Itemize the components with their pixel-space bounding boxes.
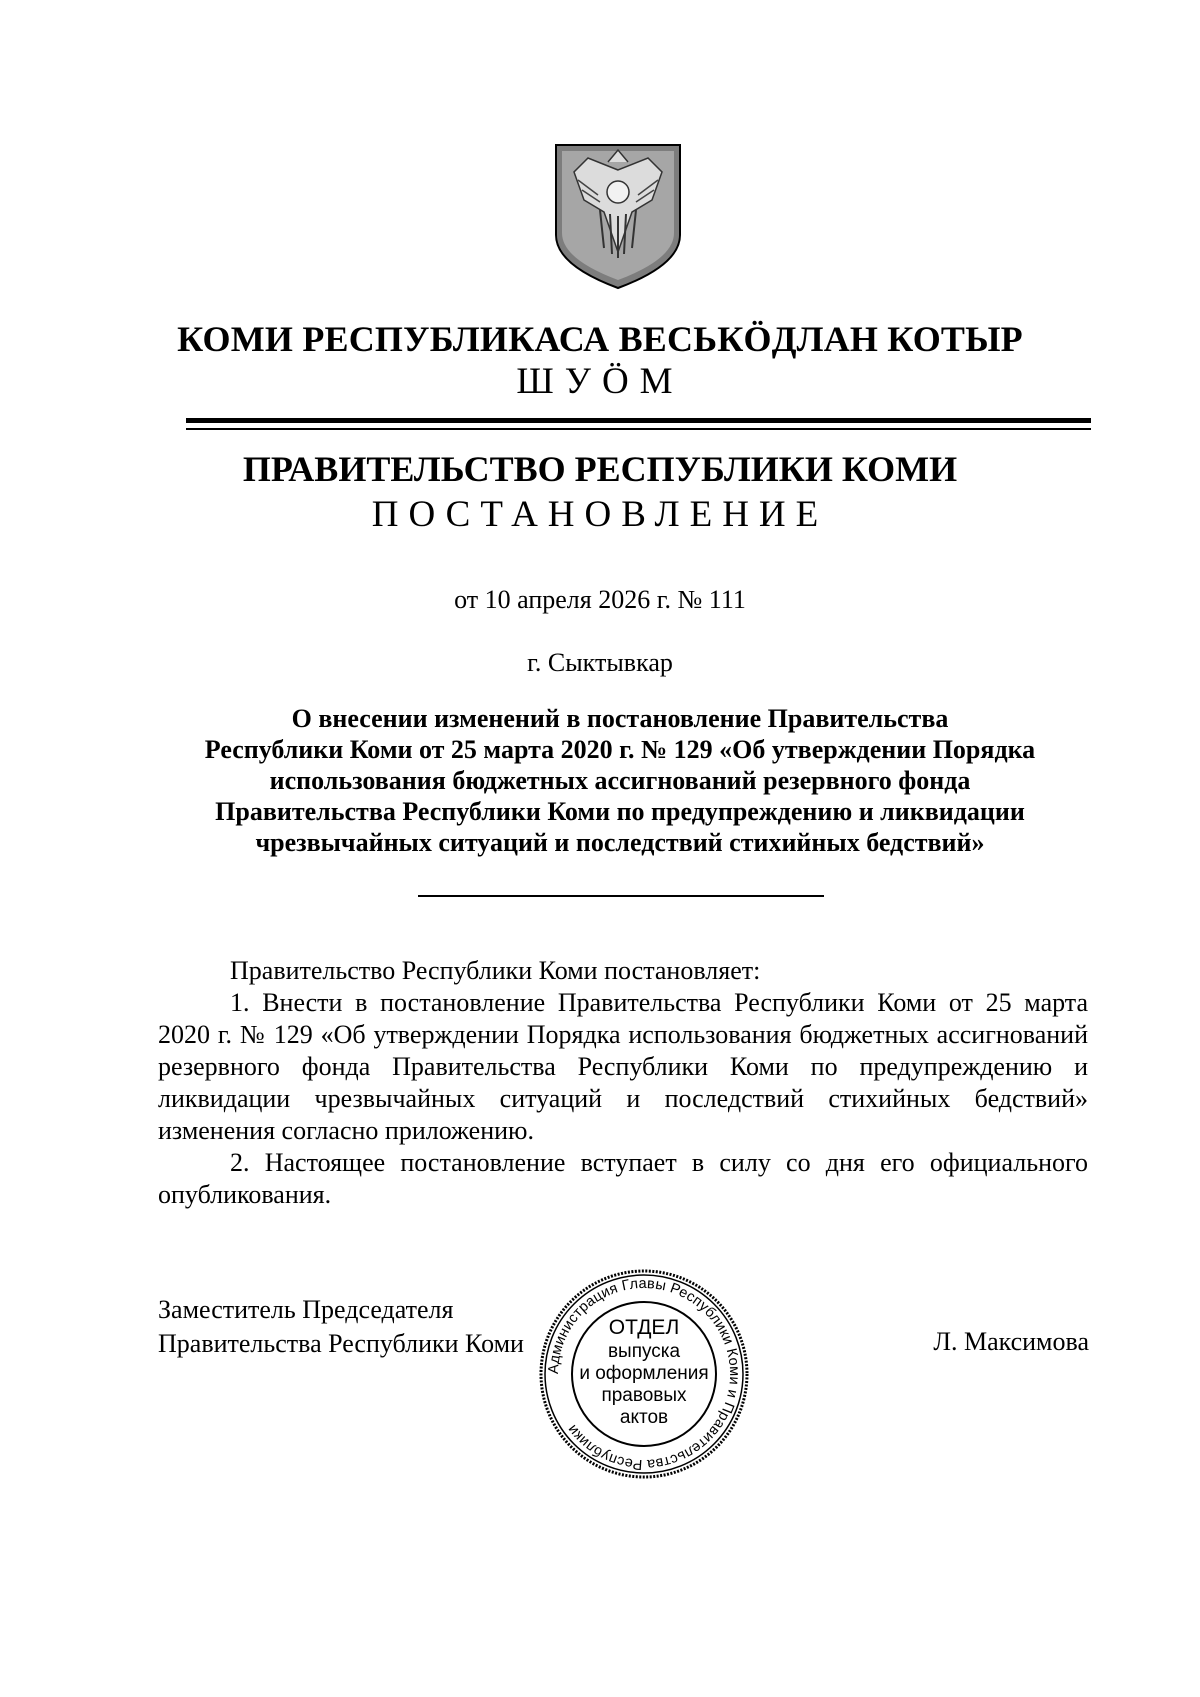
- subject-line: Республики Коми от 25 марта 2020 г. № 129 «Об утверждении Порядка: [204, 735, 1036, 764]
- stamp-center-line: ОТДЕЛ: [608, 1316, 680, 1339]
- document-type: ПОСТАНОВЛЕНИЕ: [371, 494, 829, 535]
- subject-underline: [418, 895, 824, 897]
- subject-line: чрезвычайных ситуаций и последствий стихийных бедствий»: [255, 828, 985, 857]
- header-divider-thin: [186, 428, 1091, 430]
- stamp-center-line: актов: [619, 1407, 669, 1428]
- document-body: [158, 955, 1088, 1211]
- body-intro: Правительство Республики Коми постановляет:: [230, 956, 761, 985]
- document-date-number: от 10 апреля 2026 г. № 111: [454, 585, 746, 614]
- official-stamp: [538, 1268, 750, 1480]
- signatory-name: Л. Максимова: [933, 1327, 1089, 1356]
- signatory-position-line: Правительства Республики Коми: [158, 1329, 524, 1358]
- komi-document-type: ШУӦМ: [516, 361, 684, 402]
- document-city: г. Сыктывкар: [527, 648, 673, 677]
- body-item-2: 2. Настоящее постановление вступает в силу со дня его официального опубликования.: [158, 1148, 1088, 1209]
- stamp-ring-text: Администрация Главы Республики Коми и Правительства Республики: [545, 1275, 743, 1473]
- header-divider-thick: [186, 418, 1091, 423]
- body-item-1: 1. Внести в постановление Правительства Республики Коми от 25 марта 2020 г. № 129 «Об утверждении Порядка использования бюджетных ассигнований резервного фонда Правительства Республики Коми по предупреждению и ликвидации чрезвычайных ситуаций и последствий стихийных бедствий» изменения согласно приложению.: [158, 988, 1088, 1145]
- document-subject: [150, 703, 1090, 858]
- stamp-center-line: правовых: [601, 1385, 687, 1406]
- stamp-center-line: выпуска: [607, 1341, 681, 1362]
- government-title: ПРАВИТЕЛЬСТВО РЕСПУБЛИКИ КОМИ: [242, 449, 958, 489]
- signatory-position-line: Заместитель Председателя: [158, 1295, 454, 1324]
- subject-line: использования бюджетных ассигнований резервного фонда: [269, 766, 971, 795]
- stamp-center-line: и оформления: [579, 1363, 709, 1384]
- subject-line: Правительства Республики Коми по предупреждению и ликвидации: [215, 797, 1025, 826]
- signatory-position: [158, 1293, 524, 1361]
- subject-line: О внесении изменений в постановление Правительства: [291, 704, 949, 733]
- komi-government-title: КОМИ РЕСПУБЛИКАСА ВЕСЬКӦДЛАН КОТЫР: [177, 319, 1023, 359]
- komi-republic-coat-of-arms-icon: [548, 140, 688, 290]
